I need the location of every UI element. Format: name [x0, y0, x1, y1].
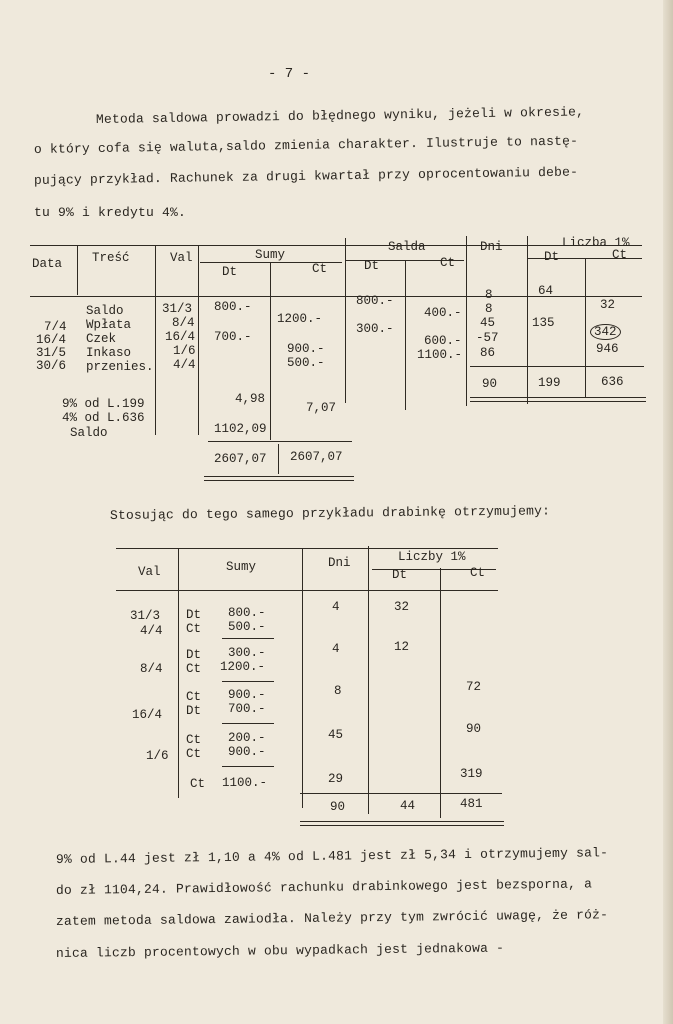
val2-cell: 4/4	[140, 624, 163, 638]
th-dni: Dni	[480, 240, 503, 254]
date-cell: 30/6	[36, 359, 67, 373]
liczba-ct-cell: 946	[596, 342, 619, 356]
sumy-double-rule	[204, 476, 354, 481]
salda-ct-cell: 1100.-	[417, 348, 463, 362]
side-cell: Ct	[186, 662, 202, 676]
interest-line: 9% od L.199	[62, 397, 145, 411]
dni-cell: 45	[480, 316, 496, 330]
dni-cell: 8	[485, 302, 493, 316]
closing-line-4: nica liczb procentowych w obu wypadkach jest jednakowa -	[55, 940, 505, 961]
salda-ct-cell: 600.-	[424, 334, 462, 348]
dni-cell: 86	[480, 346, 496, 360]
tresc-cell: Inkaso	[86, 346, 132, 360]
th-salda-ct: Ct	[440, 256, 456, 270]
side-cell: Ct	[186, 690, 202, 704]
val-cell: 16/4	[165, 330, 196, 344]
val-cell: 1/6	[173, 344, 196, 358]
liczba-dt-cell: 64	[538, 284, 554, 298]
dni2-cell: 4	[332, 642, 340, 656]
dni-cell: 8	[485, 288, 493, 302]
tresc-cell: Wpłata	[86, 318, 132, 332]
amount-cell: 900.-	[228, 745, 266, 759]
side-cell: Dt	[186, 648, 202, 662]
th-sumy-ct: Ct	[312, 262, 328, 276]
page-number: - 7 -	[268, 66, 311, 82]
liczba-ct-circled: 342	[590, 325, 621, 339]
table1-top-rule	[30, 245, 642, 246]
dni2-cell: 45	[328, 728, 344, 742]
th-val: Val	[170, 251, 193, 265]
side-cell: Dt	[186, 608, 202, 622]
page-edge	[663, 0, 673, 1024]
th-tresc: Treść	[92, 251, 130, 265]
val2-cell: 16/4	[132, 708, 163, 722]
liczba-double-rule	[470, 397, 646, 402]
date-cell: 31/5	[36, 346, 67, 360]
salda-ct-cell: 400.-	[424, 306, 462, 320]
val-cell: 8/4	[172, 316, 195, 330]
liczby-dt-cell: 32	[394, 600, 410, 614]
total2-ct: 481	[460, 797, 483, 811]
th2-dni: Dni	[328, 556, 351, 570]
th-salda: Salda	[388, 240, 426, 254]
interest-line: 4% od L.636	[62, 411, 145, 425]
sumy-dt-cell: 1102,09	[214, 422, 267, 436]
dni2-cell: 4	[332, 600, 340, 614]
liczby-dt-cell: 12	[394, 640, 410, 654]
th-liczba-ct: Ct	[612, 248, 628, 262]
sumy-ct-cell: 7,07	[306, 401, 337, 415]
sumy-ct-cell: 900.-	[287, 342, 325, 356]
sumy-total-ct: 2607,07	[290, 450, 343, 464]
th2-dt: Dt	[392, 568, 408, 582]
intro-line-3: pujący przykład. Rachunek za drugi kwartał przy oprocentowaniu debe-	[33, 164, 579, 188]
side-cell: Ct	[186, 747, 202, 761]
amount-cell: 1200.-	[220, 660, 266, 674]
sumy-dt-cell: 4,98	[235, 392, 266, 406]
intro-line-1: Metoda saldowa prowadzi do błędnego wyniku, jeżeli w okresie,	[95, 104, 585, 127]
amount-cell: 700.-	[228, 702, 266, 716]
th2-liczby: Liczby 1%	[398, 550, 466, 564]
amount-cell: 500.-	[228, 620, 266, 634]
total-liczba-ct: 636	[601, 375, 624, 389]
th2-ct: Ct	[470, 566, 486, 580]
th-salda-dt: Dt	[364, 259, 380, 273]
tresc-cell: Saldo	[86, 304, 124, 318]
tresc-cell: Czek	[86, 332, 117, 346]
tresc-cell: przenies.	[86, 360, 154, 374]
side-cell: Dt	[186, 704, 202, 718]
salda-dt-cell: 800.-	[356, 294, 394, 308]
amount-cell: 1100.-	[222, 776, 268, 790]
middle-text: Stosując do tego samego przykładu drabinkę otrzymujemy:	[109, 503, 551, 523]
th2-sumy: Sumy	[226, 560, 257, 574]
th-sumy-dt: Dt	[222, 265, 238, 279]
sumy-sum-rule	[208, 441, 352, 442]
interest-line: Saldo	[70, 426, 108, 440]
closing-line-2: do zł 1104,24. Prawidłowość rachunku drabinkowego jest bezsporna, a	[55, 876, 593, 898]
th-sumy: Sumy	[255, 248, 286, 262]
sumy-dt-cell: 800.-	[214, 300, 252, 314]
val-cell: 31/3	[162, 302, 193, 316]
dni-cell: -57	[476, 331, 499, 345]
side-cell: Ct	[186, 622, 202, 636]
total-dni: 90	[482, 377, 498, 391]
sumy-ct-cell: 500.-	[287, 356, 325, 370]
intro-line-2: o który cofa się waluta,saldo zmienia charakter. Ilustruje to nastę-	[33, 133, 579, 157]
table2-top-rule	[116, 548, 498, 549]
total2-dni: 90	[330, 800, 346, 814]
th-liczba-dt: Dt	[544, 250, 560, 264]
table2-double-rule	[300, 821, 504, 826]
closing-line-1: 9% od L.44 jest zł 1,10 a 4% od L.481 jest zł 5,34 i otrzymujemy sal-	[55, 845, 609, 867]
liczba-ct-cell: 32	[600, 298, 616, 312]
amount-cell: 200.-	[228, 731, 266, 745]
side-cell: Ct	[190, 777, 206, 791]
liczby-ct-cell: 319	[460, 767, 483, 781]
sumy-total-dt: 2607,07	[214, 452, 267, 466]
date-cell: 7/4	[44, 320, 67, 334]
liczby-ct-cell: 90	[466, 722, 482, 736]
liczba-dt-cell: 135	[532, 316, 555, 330]
sumy-ct-cell: 1200.-	[277, 312, 323, 326]
liczby-ct-cell: 72	[466, 680, 482, 694]
th-liczba: Liczba 1%	[562, 236, 630, 250]
val2-cell: 31/3	[130, 609, 161, 623]
val-cell: 4/4	[173, 358, 196, 372]
total-liczba-dt: 199	[538, 376, 561, 390]
total2-dt: 44	[400, 799, 416, 813]
th-data: Data	[32, 257, 63, 271]
amount-cell: 300.-	[228, 646, 266, 660]
sumy-dt-cell: 700.-	[214, 330, 252, 344]
date-cell: 16/4	[36, 333, 67, 347]
side-cell: Ct	[186, 733, 202, 747]
liczba-sum-rule	[470, 366, 644, 367]
val2-cell: 8/4	[140, 662, 163, 676]
closing-line-3: zatem metoda saldowa zawiodła. Należy przy tym zwrócić uwagę, że róż-	[55, 907, 609, 929]
dni2-cell: 8	[334, 684, 342, 698]
intro-line-4: tu 9% i kredytu 4%.	[34, 205, 187, 220]
amount-cell: 900.-	[228, 688, 266, 702]
th2-val: Val	[138, 565, 161, 579]
val2-cell: 1/6	[146, 749, 169, 763]
table2-sum-rule	[300, 793, 502, 794]
salda-dt-cell: 300.-	[356, 322, 394, 336]
amount-cell: 800.-	[228, 606, 266, 620]
dni2-cell: 29	[328, 772, 344, 786]
